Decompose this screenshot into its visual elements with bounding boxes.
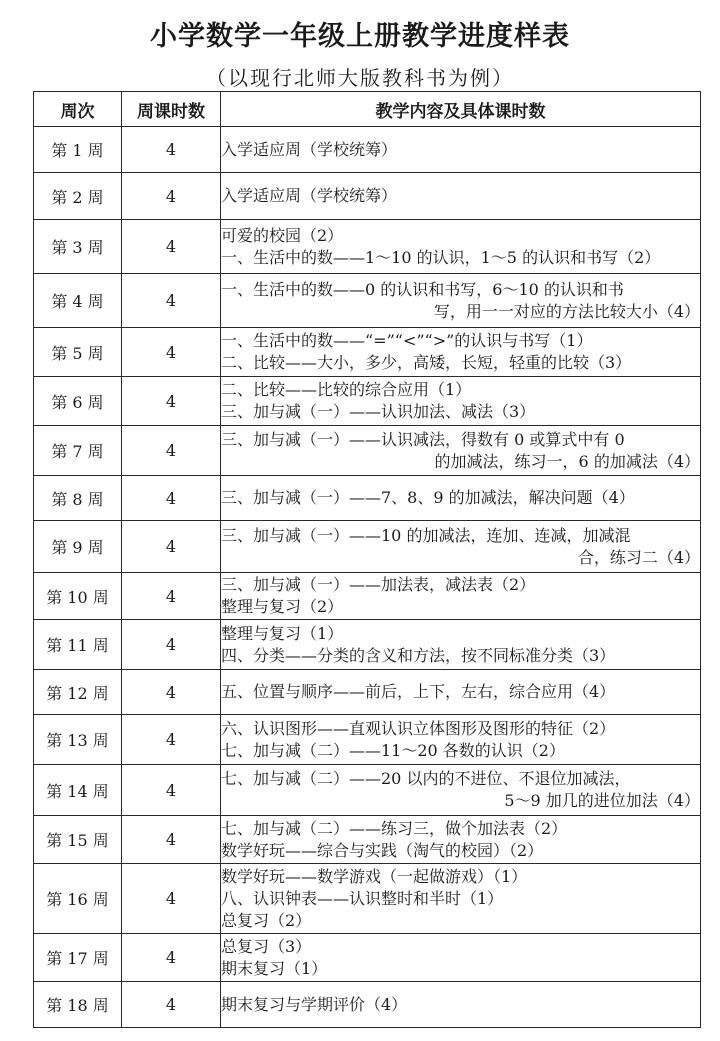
table-row xyxy=(34,715,701,765)
content-line: 可爱的校园（2） xyxy=(221,225,344,245)
hours-cell: 4 xyxy=(122,127,221,173)
content-cell xyxy=(221,620,701,670)
week-cell: 第 3 周 xyxy=(34,220,122,274)
content-cell xyxy=(221,521,701,573)
content-cell xyxy=(221,715,701,765)
week-cell: 第 16 周 xyxy=(34,864,122,934)
table-row xyxy=(34,220,701,274)
content-line: 四、分类——分类的含义和方法，按不同标准分类（3） xyxy=(221,645,616,665)
week-cell: 第 1 周 xyxy=(34,127,122,173)
content-line: 一、生活中的数——0 的认识和书写，6～10 的认识和书 xyxy=(221,279,624,299)
hours-cell: 4 xyxy=(122,670,221,715)
table-row xyxy=(34,934,701,982)
content-cell xyxy=(221,328,701,377)
content-cell xyxy=(221,864,701,934)
content-cell xyxy=(221,816,701,864)
content-cell xyxy=(221,670,701,715)
content-line: 的加减法，练习一，6 的加减法（4） xyxy=(434,451,700,471)
schedule-table xyxy=(33,91,701,1028)
content-cell xyxy=(221,127,701,173)
table-header-row xyxy=(34,92,701,127)
content-cell xyxy=(221,426,701,476)
table-row xyxy=(34,670,701,715)
table-row xyxy=(34,328,701,377)
week-cell: 第 18 周 xyxy=(34,982,122,1028)
content-line: 六、认识图形——直观认识立体图形及图形的特征（2） xyxy=(221,718,616,738)
content-line: 三、加与减（一）——10 的加减法，连加、连减，加减混 xyxy=(221,525,631,545)
header-hours: 周课时数 xyxy=(122,92,221,127)
content-line: 八、认识钟表——认识整时和半时（1） xyxy=(221,888,504,908)
content-line: 一、生活中的数——1～10 的认识，1～5 的认识和书写（2） xyxy=(221,247,661,267)
week-cell: 第 13 周 xyxy=(34,715,122,765)
table-row xyxy=(34,573,701,620)
week-cell: 第 9 周 xyxy=(34,521,122,573)
week-cell: 第 12 周 xyxy=(34,670,122,715)
table-row xyxy=(34,864,701,934)
hours-cell: 4 xyxy=(122,220,221,274)
content-cell xyxy=(221,173,701,220)
content-line: 七、加与减（二）——11～20 各数的认识（2） xyxy=(221,740,565,760)
table-row xyxy=(34,476,701,521)
content-line: 数学好玩——综合与实践（淘气的校园）（2） xyxy=(221,840,544,860)
content-line: 七、加与减（二）——20 以内的不进位、不退位加减法， xyxy=(221,769,631,788)
week-cell: 第 4 周 xyxy=(34,274,122,328)
hours-cell: 4 xyxy=(122,934,221,982)
content-line: 入学适应周（学校统筹） xyxy=(221,139,398,159)
content-line: 整理与复习（2） xyxy=(221,597,344,616)
content-line: 五、位置与顺序——前后，上下，左右，综合应用（4） xyxy=(221,682,616,701)
content-cell xyxy=(221,573,701,620)
content-cell xyxy=(221,377,701,426)
content-cell xyxy=(221,765,701,816)
hours-cell: 4 xyxy=(122,377,221,426)
hours-cell: 4 xyxy=(122,864,221,934)
content-cell xyxy=(221,476,701,521)
table-row xyxy=(34,765,701,816)
week-cell: 第 6 周 xyxy=(34,377,122,426)
week-cell: 第 8 周 xyxy=(34,476,122,521)
hours-cell: 4 xyxy=(122,982,221,1028)
table-row xyxy=(34,521,701,573)
content-cell xyxy=(221,220,701,274)
hours-cell: 4 xyxy=(122,328,221,377)
hours-cell: 4 xyxy=(122,816,221,864)
hours-cell: 4 xyxy=(122,521,221,573)
content-line: 七、加与减（二）——练习三，做个加法表（2） xyxy=(221,818,568,838)
content-line: 总复习（3） xyxy=(221,936,312,956)
content-line: 合，练习二（4） xyxy=(577,547,700,567)
table-row xyxy=(34,620,701,670)
content-line: 5～9 加几的进位加法（4） xyxy=(504,791,700,810)
content-line: 写，用一一对应的方法比较大小（4） xyxy=(433,301,700,321)
week-cell: 第 14 周 xyxy=(34,765,122,816)
header-content: 教学内容及具体课时数 xyxy=(221,92,701,127)
hours-cell: 4 xyxy=(122,173,221,220)
content-line: 期末复习（1） xyxy=(221,958,328,978)
content-line: 三、加与减（一）——认识减法，得数有 0 或算式中有 0 xyxy=(221,429,625,449)
hours-cell: 4 xyxy=(122,715,221,765)
content-line: 二、比较——大小，多少，高矮，长短，轻重的比较（3） xyxy=(221,353,632,372)
content-line: 三、加与减（一）——7、8、9 的加减法，解决问题（4） xyxy=(221,488,635,507)
week-cell: 第 7 周 xyxy=(34,426,122,476)
week-cell: 第 10 周 xyxy=(34,573,122,620)
hours-cell: 4 xyxy=(122,274,221,328)
table-row xyxy=(34,127,701,173)
hours-cell: 4 xyxy=(122,765,221,816)
hours-cell: 4 xyxy=(122,573,221,620)
hours-cell: 4 xyxy=(122,476,221,521)
content-cell xyxy=(221,274,701,328)
hours-cell: 4 xyxy=(122,426,221,476)
content-cell xyxy=(221,982,701,1028)
table-row xyxy=(34,377,701,426)
table-row xyxy=(34,426,701,476)
content-cell xyxy=(221,934,701,982)
week-cell: 第 2 周 xyxy=(34,173,122,220)
content-line: 三、加与减（一）——认识加法、减法（3） xyxy=(221,402,536,421)
table-row xyxy=(34,982,701,1028)
table-row xyxy=(34,173,701,220)
document-title: 小学数学一年级上册教学进度样表 xyxy=(150,21,570,52)
week-cell: 第 17 周 xyxy=(34,934,122,982)
content-line: 入学适应周（学校统筹） xyxy=(221,186,398,205)
header-week: 周次 xyxy=(34,92,122,127)
document-subtitle: （以现行北师大版教科书为例） xyxy=(206,66,514,90)
content-line: 总复习（2） xyxy=(221,910,312,930)
hours-cell: 4 xyxy=(122,620,221,670)
table-row xyxy=(34,816,701,864)
content-line: 一、生活中的数——“=”“<”“>”的认识与书写（1） xyxy=(221,331,593,350)
content-line: 数学好玩——数学游戏（一起做游戏）（1） xyxy=(221,866,528,886)
week-cell: 第 5 周 xyxy=(34,328,122,377)
content-line: 整理与复习（1） xyxy=(221,623,344,643)
content-line: 三、加与减（一）——加法表，减法表（2） xyxy=(221,575,536,594)
content-line: 期末复习与学期评价（4） xyxy=(221,994,408,1014)
week-cell: 第 11 周 xyxy=(34,620,122,670)
table-row xyxy=(34,274,701,328)
week-cell: 第 15 周 xyxy=(34,816,122,864)
content-line: 二、比较——比较的综合应用（1） xyxy=(221,380,472,399)
